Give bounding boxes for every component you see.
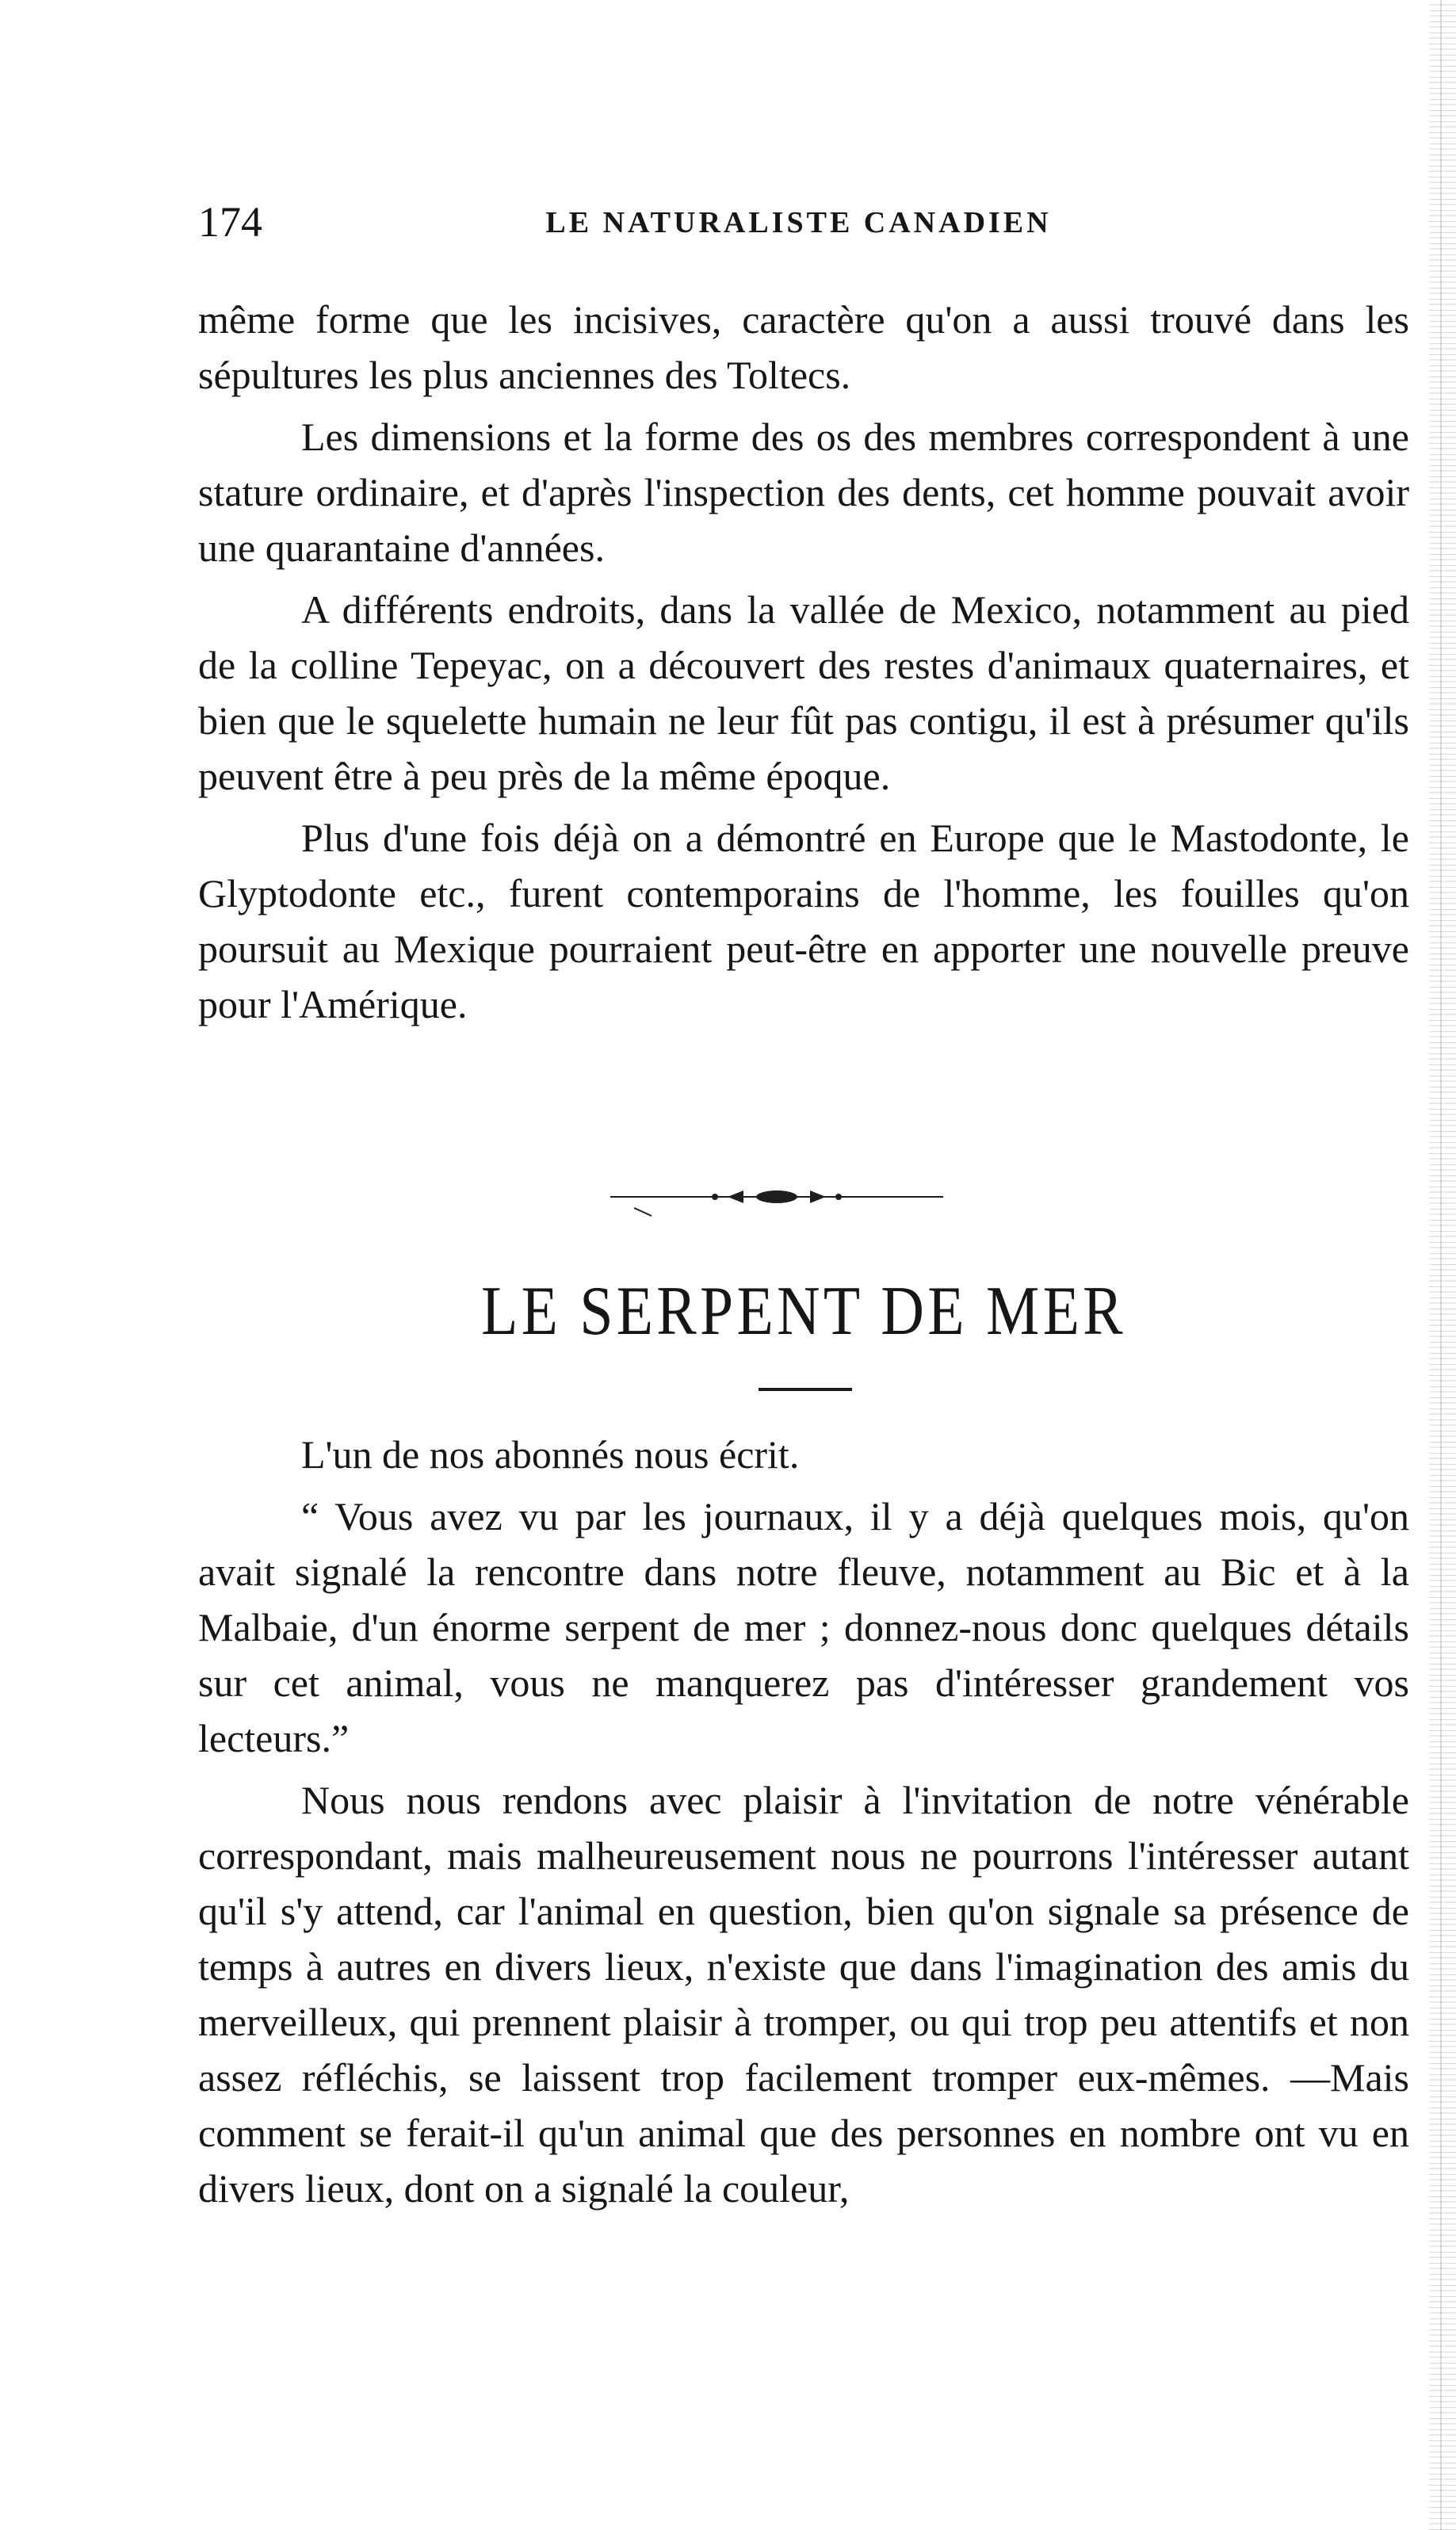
paragraph-dimensions: Les dimensions et la forme des os des membres correspondent à une stature ordinaire, et d'après l'inspection des dents, cet homme pouvait avoir une quarantaine d'années. bbox=[198, 415, 1409, 570]
page-edge-line bbox=[1440, 0, 1442, 2530]
paragraph-quote: “ Vous avez vu par les journaux, il y a déjà quelques mois, qu'on avait signalé la rencontre dans notre fleuve, notamment au Bic et à la Malbaie, d'un énorme serpent de mer ; donnez-nous donc quelques détails sur cet animal, vous ne manquerez pas d'intéresser grandement vos lecteurs.” bbox=[198, 1494, 1409, 1760]
page-edge-texture bbox=[1429, 0, 1456, 2530]
paragraph-continuation: même forme que les incisives, caractère qu'on a aussi trouvé dans les sépultures les plus anciennes des Toltecs. bbox=[198, 297, 1409, 397]
page-header bbox=[198, 198, 1419, 246]
section-divider-ornament bbox=[602, 1173, 951, 1221]
paragraph-reply: Nous nous rendons avec plaisir à l'invitation de notre vénérable correspondant, mais malheureusement nous ne pourrons l'intéresser autant qu'il s'y attend, car l'animal en question, bien qu'on signale sa présence de temps à autres en divers lieux, n'existe que dans l'imagination des amis du merveilleux, qui prennent plaisir à tromper, ou qui trop peu attentifs et non assez réfléchis, se laissent trop facilement tromper eux-mêmes. —Mais comment se ferait-il qu'un animal que des personnes en nombre ont vu en divers lieux, dont on a signalé la couleur, bbox=[198, 1778, 1409, 2211]
paragraph-mastodonte: Plus d'une fois déjà on a démontré en Europe que le Mastodonte, le Glyptodonte etc., furent contemporains de l'homme, les fouilles qu'on poursuit au Mexique pourraient peut-être en apporter une nouvelle preuve pour l'Amérique. bbox=[198, 816, 1409, 1026]
section-title: LE SERPENT DE MER bbox=[481, 1273, 1126, 1350]
paragraph-mexico-valley: A différents endroits, dans la vallée de Mexico, notamment au pied de la colline Tepeyac, on a découvert des restes d'animaux quaternaires, et bien que le squelette humain ne leur fût pas contigu, il est à présumer qu'ils peuvent être à peu près de la même époque. bbox=[198, 587, 1409, 798]
top-text-block bbox=[198, 292, 1409, 1038]
paragraph-subscriber: L'un de nos abonnés nous écrit. bbox=[301, 1432, 800, 1477]
running-title: LE NATURALISTE CANADIEN bbox=[545, 206, 1052, 239]
section-text-block bbox=[198, 1427, 1409, 2222]
title-rule bbox=[759, 1388, 852, 1391]
page-number: 174 bbox=[198, 198, 262, 246]
